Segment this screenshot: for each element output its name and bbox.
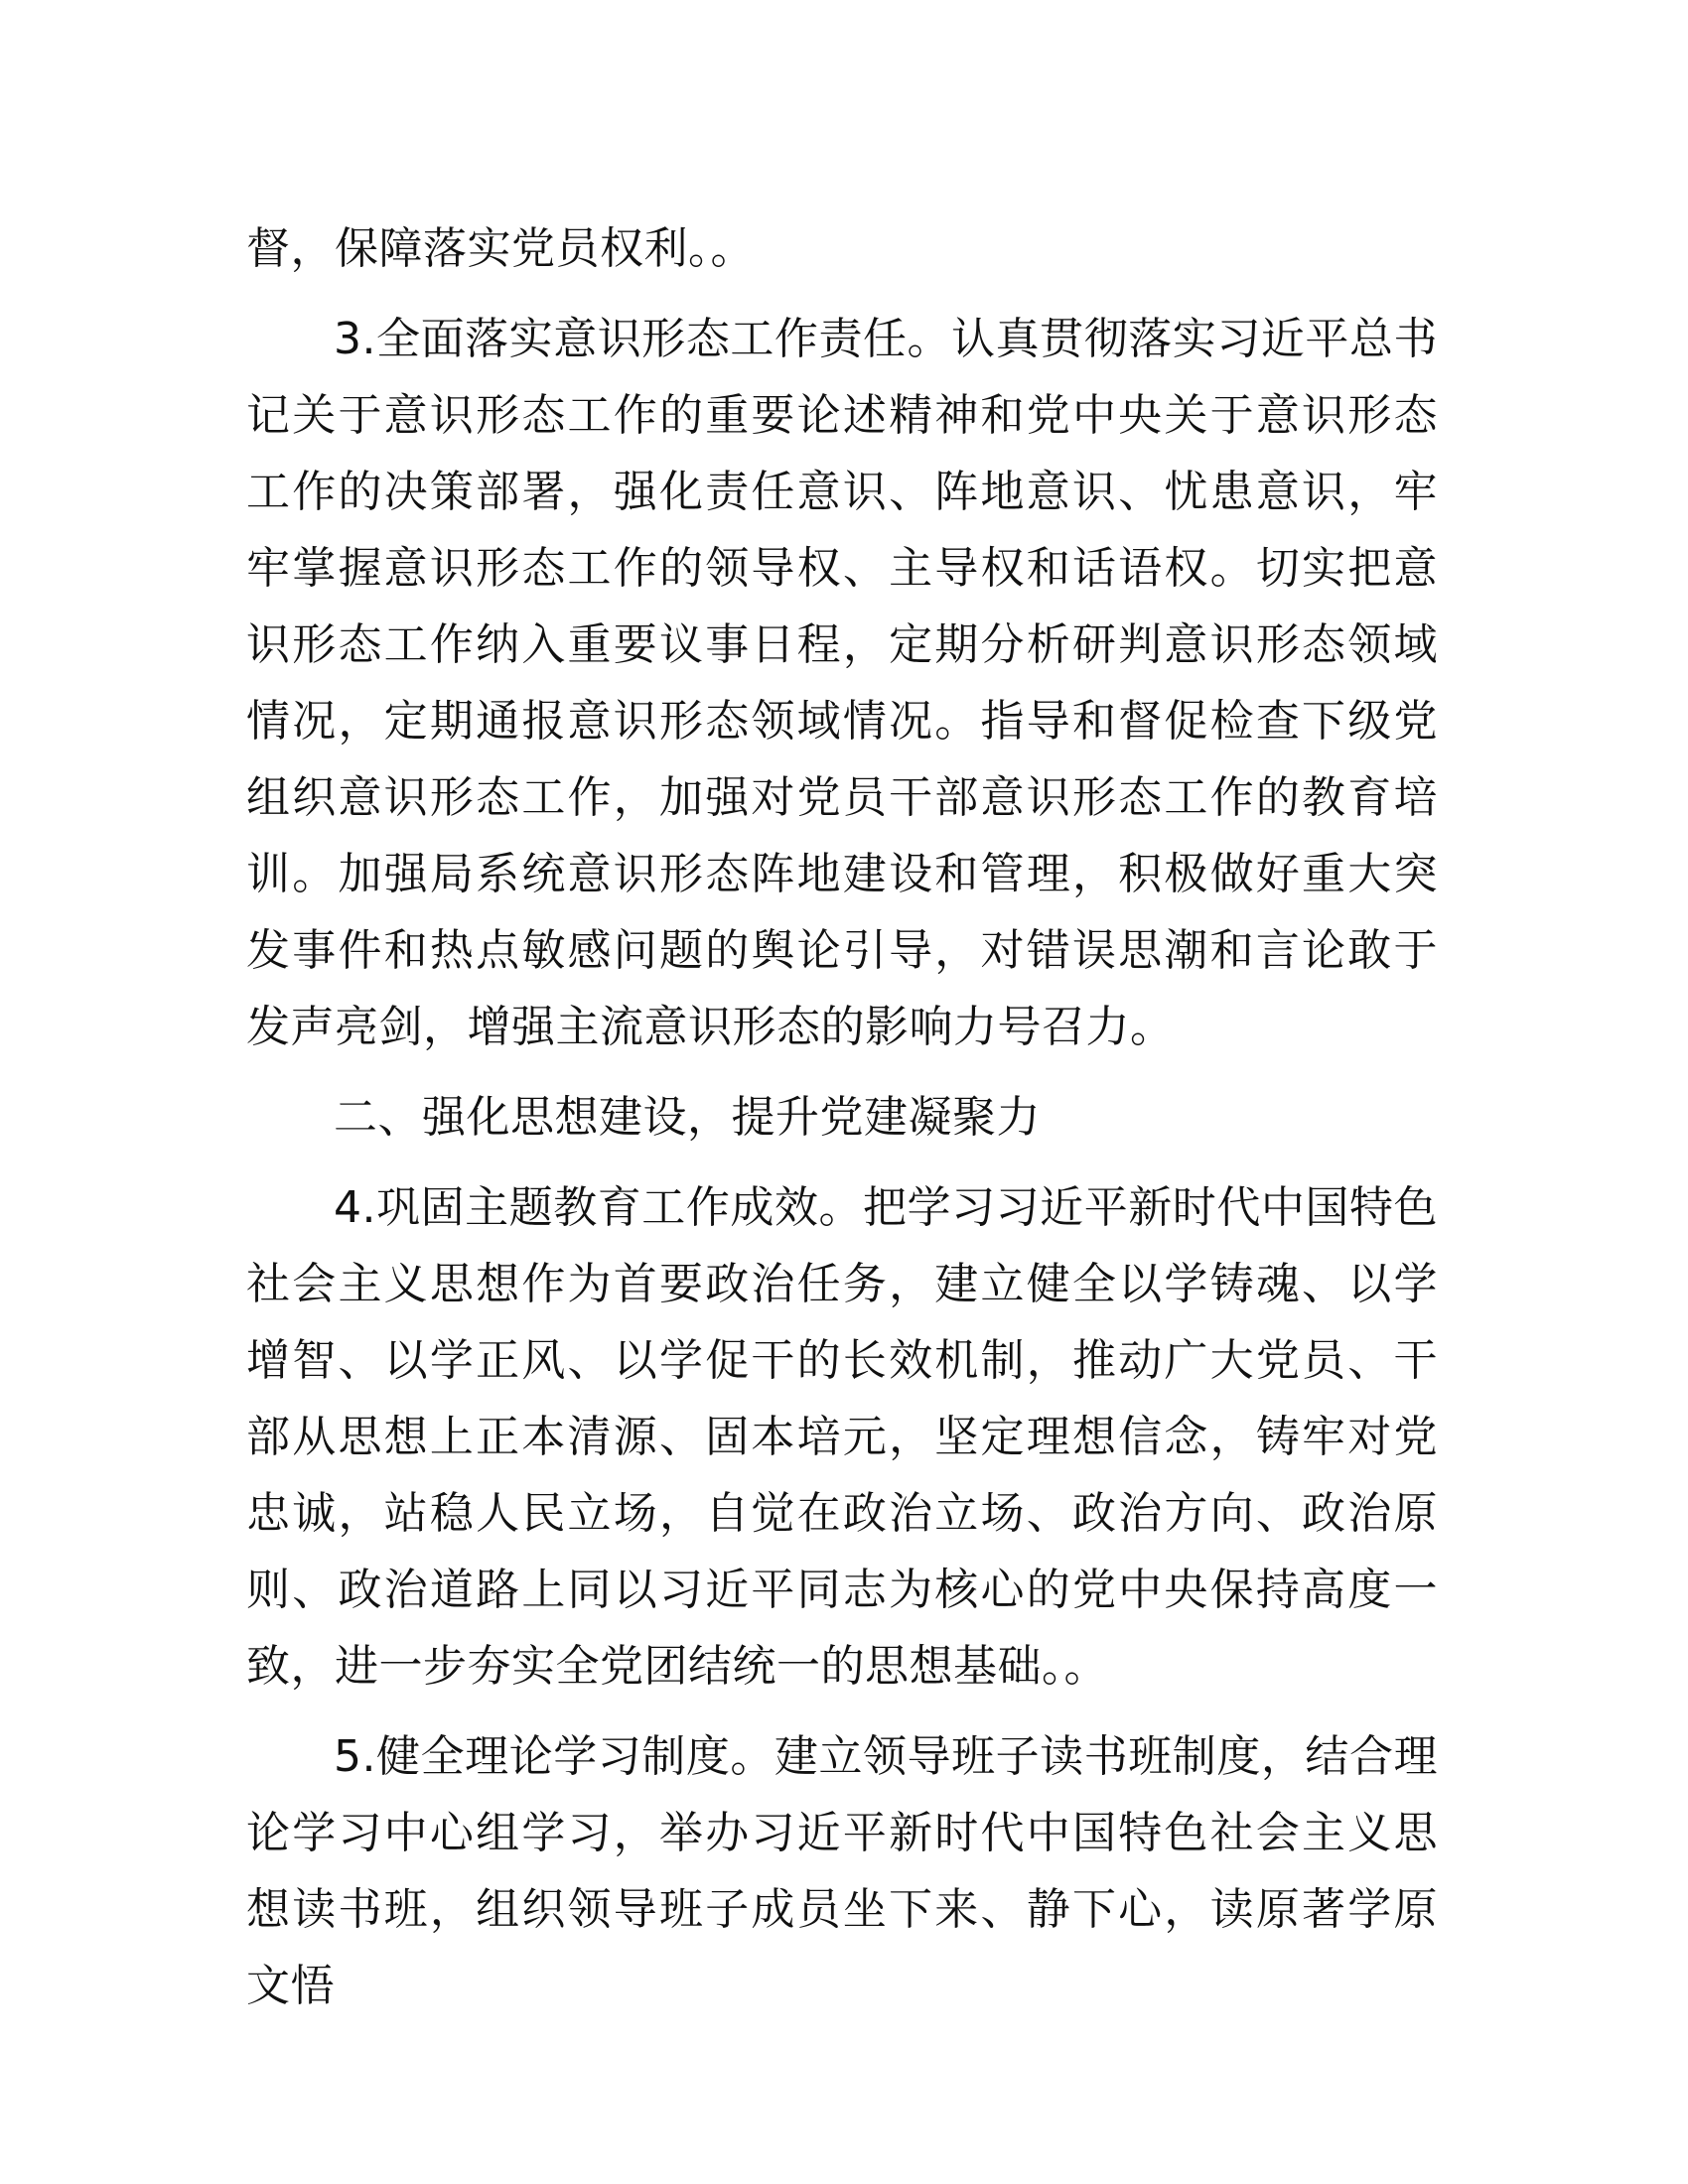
section-heading-2: 二、强化思想建设，提升党建凝聚力 bbox=[334, 1092, 1041, 1143]
paragraph-item-4: 4.巩固主题教育工作成效。把学习习近平新时代中国特色社会主义思想作为首要政治任务，建立健全以学铸魂、以学增智、以学正风、以学促干的长效机制，推动广大党员、干部从思想上正本清源、固本培元，坚定理想信念，铸牢对党忠诚，站稳人民立场，自觉在政治立场、政治方向、政治原则、政治道路上同以习近平同志为核心的党中央保持高度一致，进一步夯实全党团结统一的思想基础。。 bbox=[246, 1182, 1438, 1692]
paragraph-item-3: 3.全面落实意识形态工作责任。认真贯彻落实习近平总书记关于意识形态工作的重要论述精神和党中央关于意识形态工作的决策部署，强化责任意识、阵地意识、忧患意识，牢牢掌握意识形态工作的领导权、主导权和话语权。切实把意识形态工作纳入重要议事日程，定期分析研判意识形态领域情况，定期通报意识形态领域情况。指导和督促检查下级党组织意识形态工作，加强对党员干部意识形态工作的教育培训。加强局系统意识形态阵地建设和管理，积极做好重大突发事件和热点敏感问题的舆论引导，对错误思潮和言论敢于发声亮剑，增强主流意识形态的影响力号召力。 bbox=[246, 314, 1438, 1052]
document-body bbox=[246, 210, 1438, 2024]
paragraph-continuation: 督，保障落实党员权利。。 bbox=[246, 223, 755, 274]
paragraph-item-5: 5.健全理论学习制度。建立领导班子读书班制度，结合理论学习中心组学习，举办习近平新时代中国特色社会主义思想读书班，组织领导班子成员坐下来、静下心，读原著学原文悟 bbox=[246, 1731, 1438, 2011]
